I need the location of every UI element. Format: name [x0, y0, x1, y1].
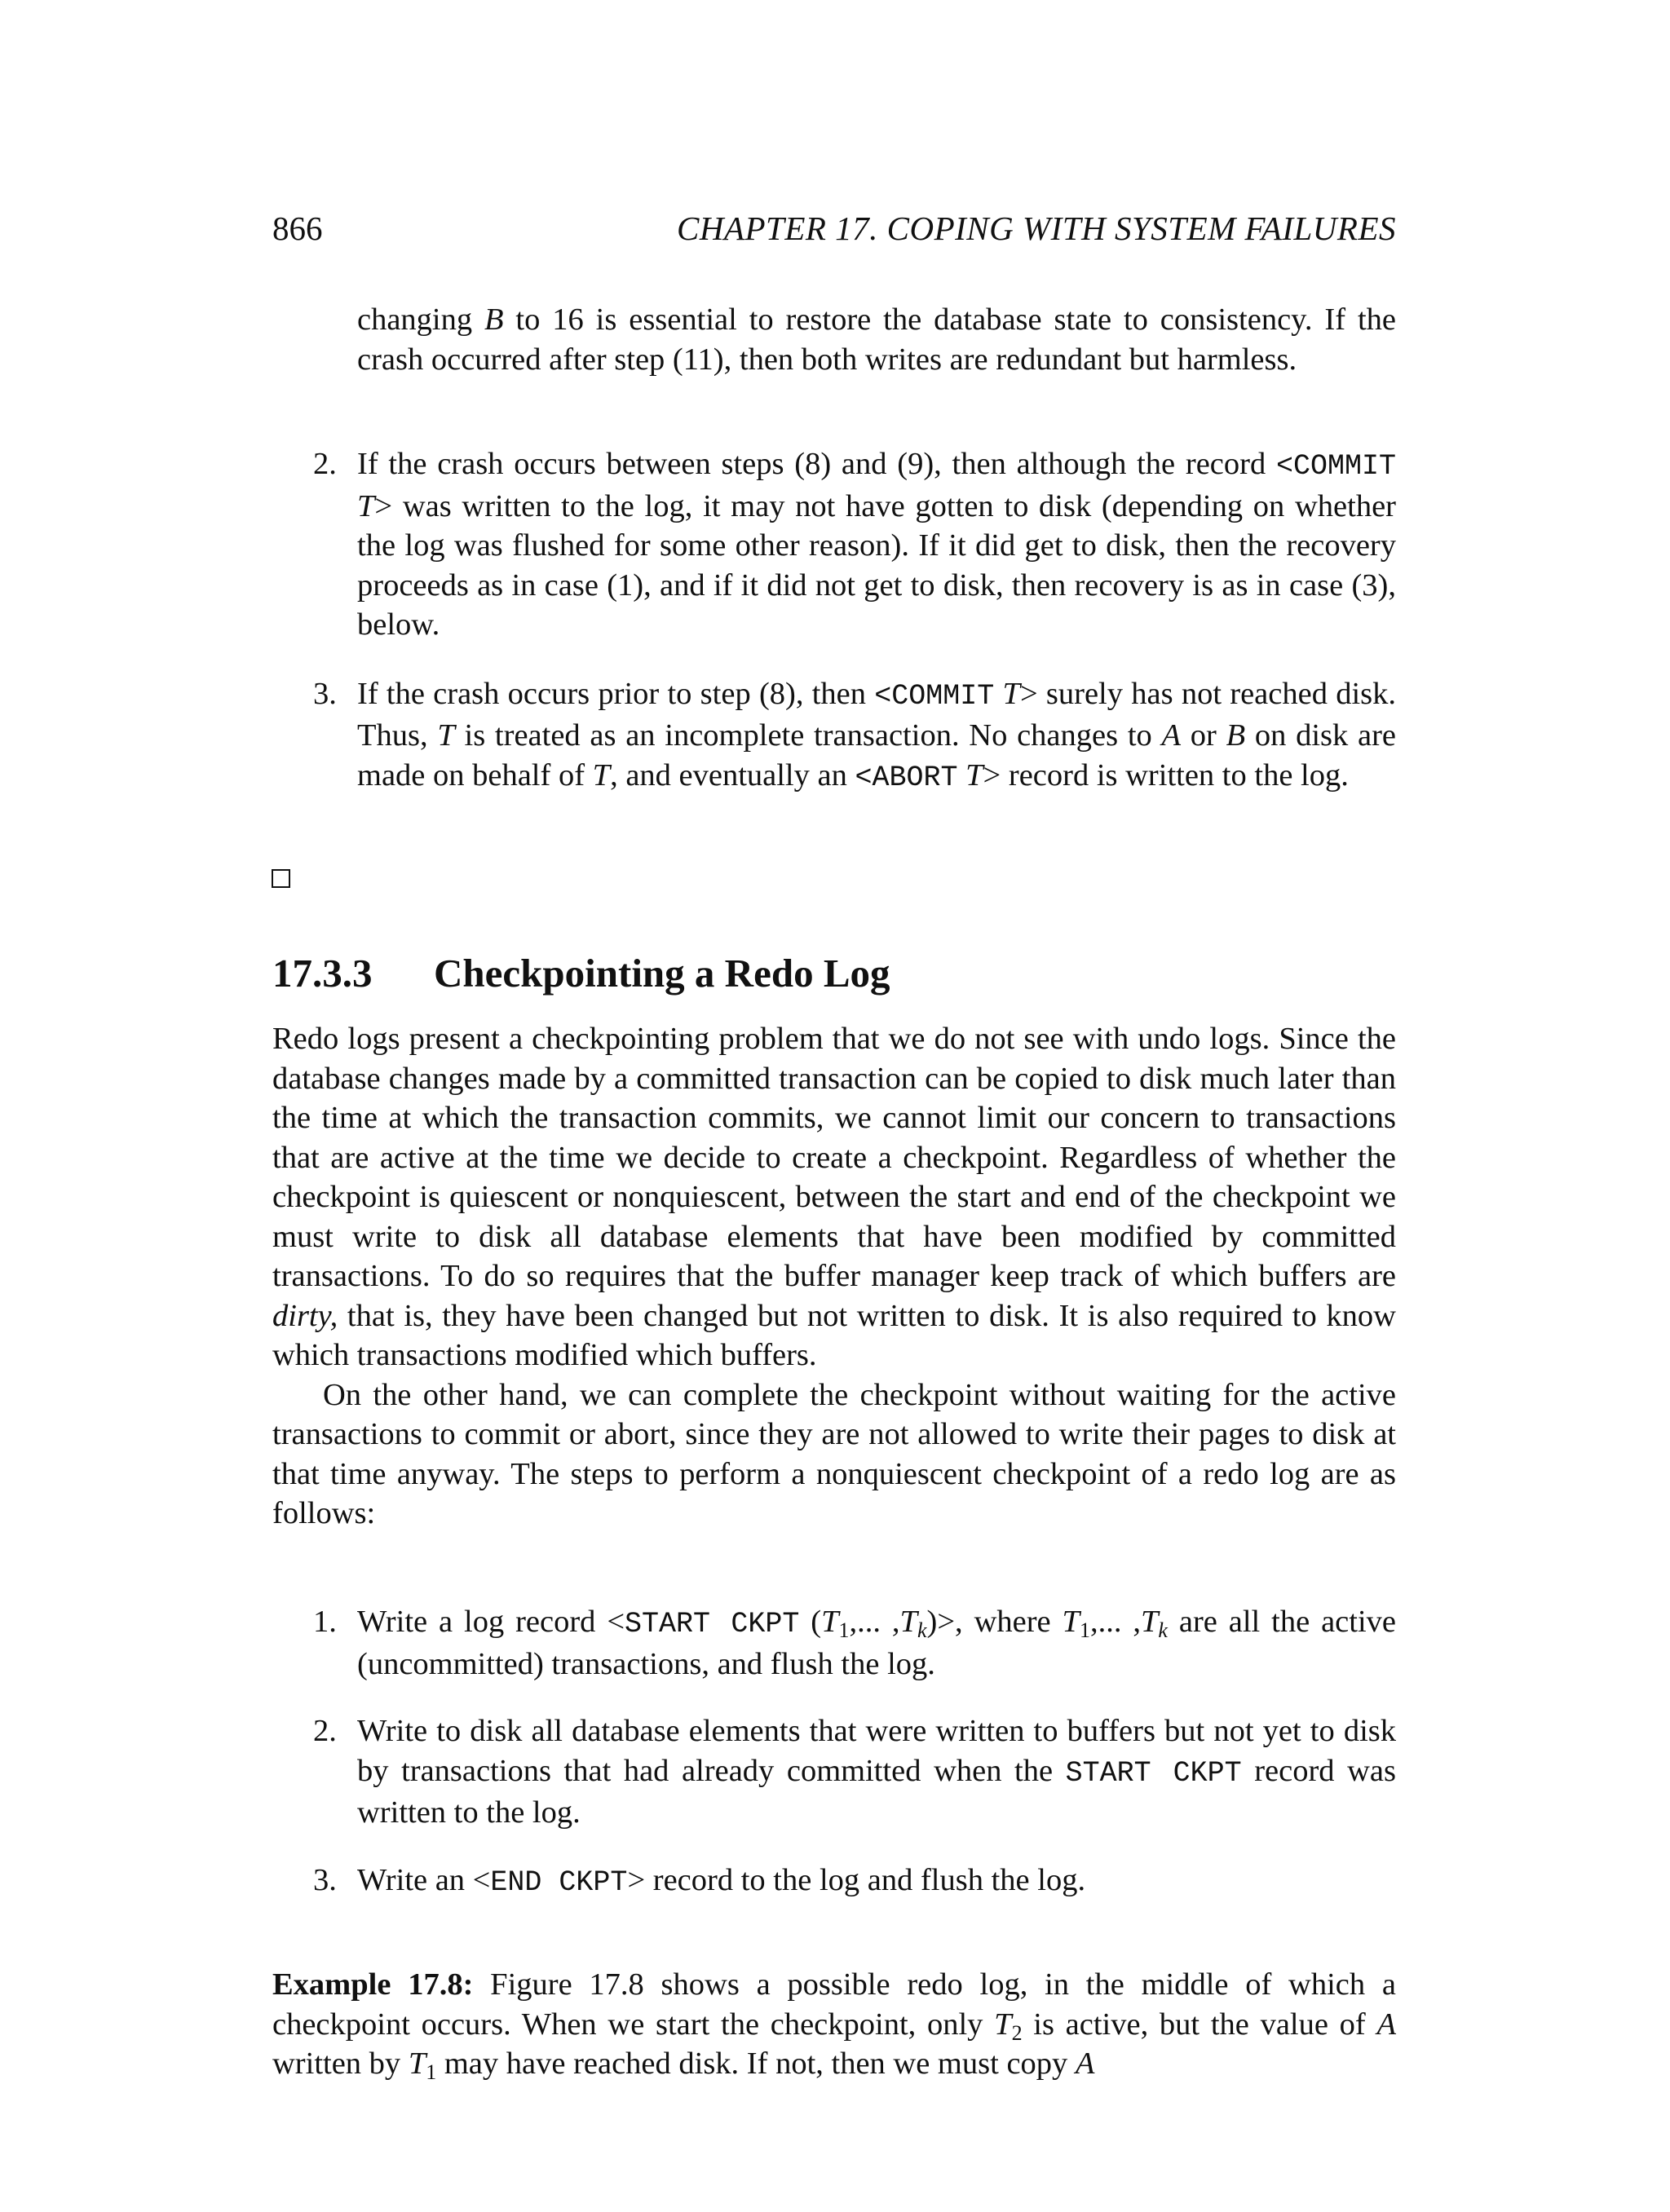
example-17-8: Example 17.8: Figure 17.8 shows a possible redo log, in the middle of which a checkpoint occurs. When we start the checkpoint, only $T_2$ is active, but the value of A written by $T_1$ may have reached disk. If not, then we must copy A: [272, 1967, 1396, 2084]
section-heading: [272, 944, 890, 1003]
section-body: [272, 1019, 1396, 1534]
recovery-case-list: [272, 444, 1396, 797]
list-item: 2. If the crash occurs between steps (8) and (9), then although the record <COMMIT T> was written to the log, it may not have gotten to disk (depending on whether the log was flushed for some other reason). If it did get to disk, then the recovery proceeds as in case (1), and if it did not get to disk, then recovery is as in case (3), below.: [313, 447, 1396, 642]
paragraph: On the other hand, we can complete the checkpoint without waiting for the active transactions to commit or abort, since they are not allowed to write their pages to disk at that time anyway. The steps to perform a nonquiescent checkpoint of a redo log are as follows:: [272, 1377, 1396, 1530]
page-header: [272, 204, 1396, 253]
list-item: 3. If the crash occurs prior to step (8), then <COMMIT T> surely has not reached disk. Thus, T is treated as an incomplete transaction. No changes to A or B on disk are made on behalf of T, and eventually an <ABORT T> record is written to the log.: [313, 676, 1396, 794]
page-number: 866: [272, 210, 323, 247]
example-label: Example 17.8:: [272, 1967, 474, 2002]
paragraph: Redo logs present a checkpointing problem that we do not see with undo logs. Since the database changes made by a committed transaction can be copied to disk much later than the time at which the transaction commits, we cannot limit our concern to transactions that are active at the time we decide to create a checkpoint. Regardless of whether the checkpoint is quiescent or nonquiescent, between the start and end of the checkpoint we must write to disk all database elements that have been modified by committed transactions. To do so requires that the buffer manager keep track of which buffers are dirty, that is, they have been changed but not written to disk. It is also required to know which transactions modified which buffers.: [272, 1022, 1396, 1372]
end-of-example-box: [272, 869, 290, 888]
case-1-continuation: [357, 300, 1396, 379]
section-number: 17.3.3: [272, 951, 373, 996]
section-title: Checkpointing a Redo Log: [434, 951, 890, 996]
list-item: 3. Write an <END CKPT> record to the log and flush the log.: [313, 1862, 1086, 1899]
list-item: 1. Write a log record <START CKPT ($T_1$,... $,T_k)>$, where $T_1$,... $,T_k$ are all the active (uncommitted) transactions, and flush the log.: [313, 1605, 1397, 1681]
checkpoint-steps-list: [272, 1602, 1396, 1902]
continuation-text: changing B to 16 is essential to restore the database state to consistency. If the crash occurred after step (11), then both writes are redundant but harmless.: [357, 302, 1396, 377]
list-item: 2. Write to disk all database elements that were written to buffers but not yet to disk by transactions that had already committed when the START CKPT record was written to the log.: [313, 1714, 1396, 1830]
running-head: CHAPTER 17. COPING WITH SYSTEM FAILURES: [676, 210, 1396, 247]
